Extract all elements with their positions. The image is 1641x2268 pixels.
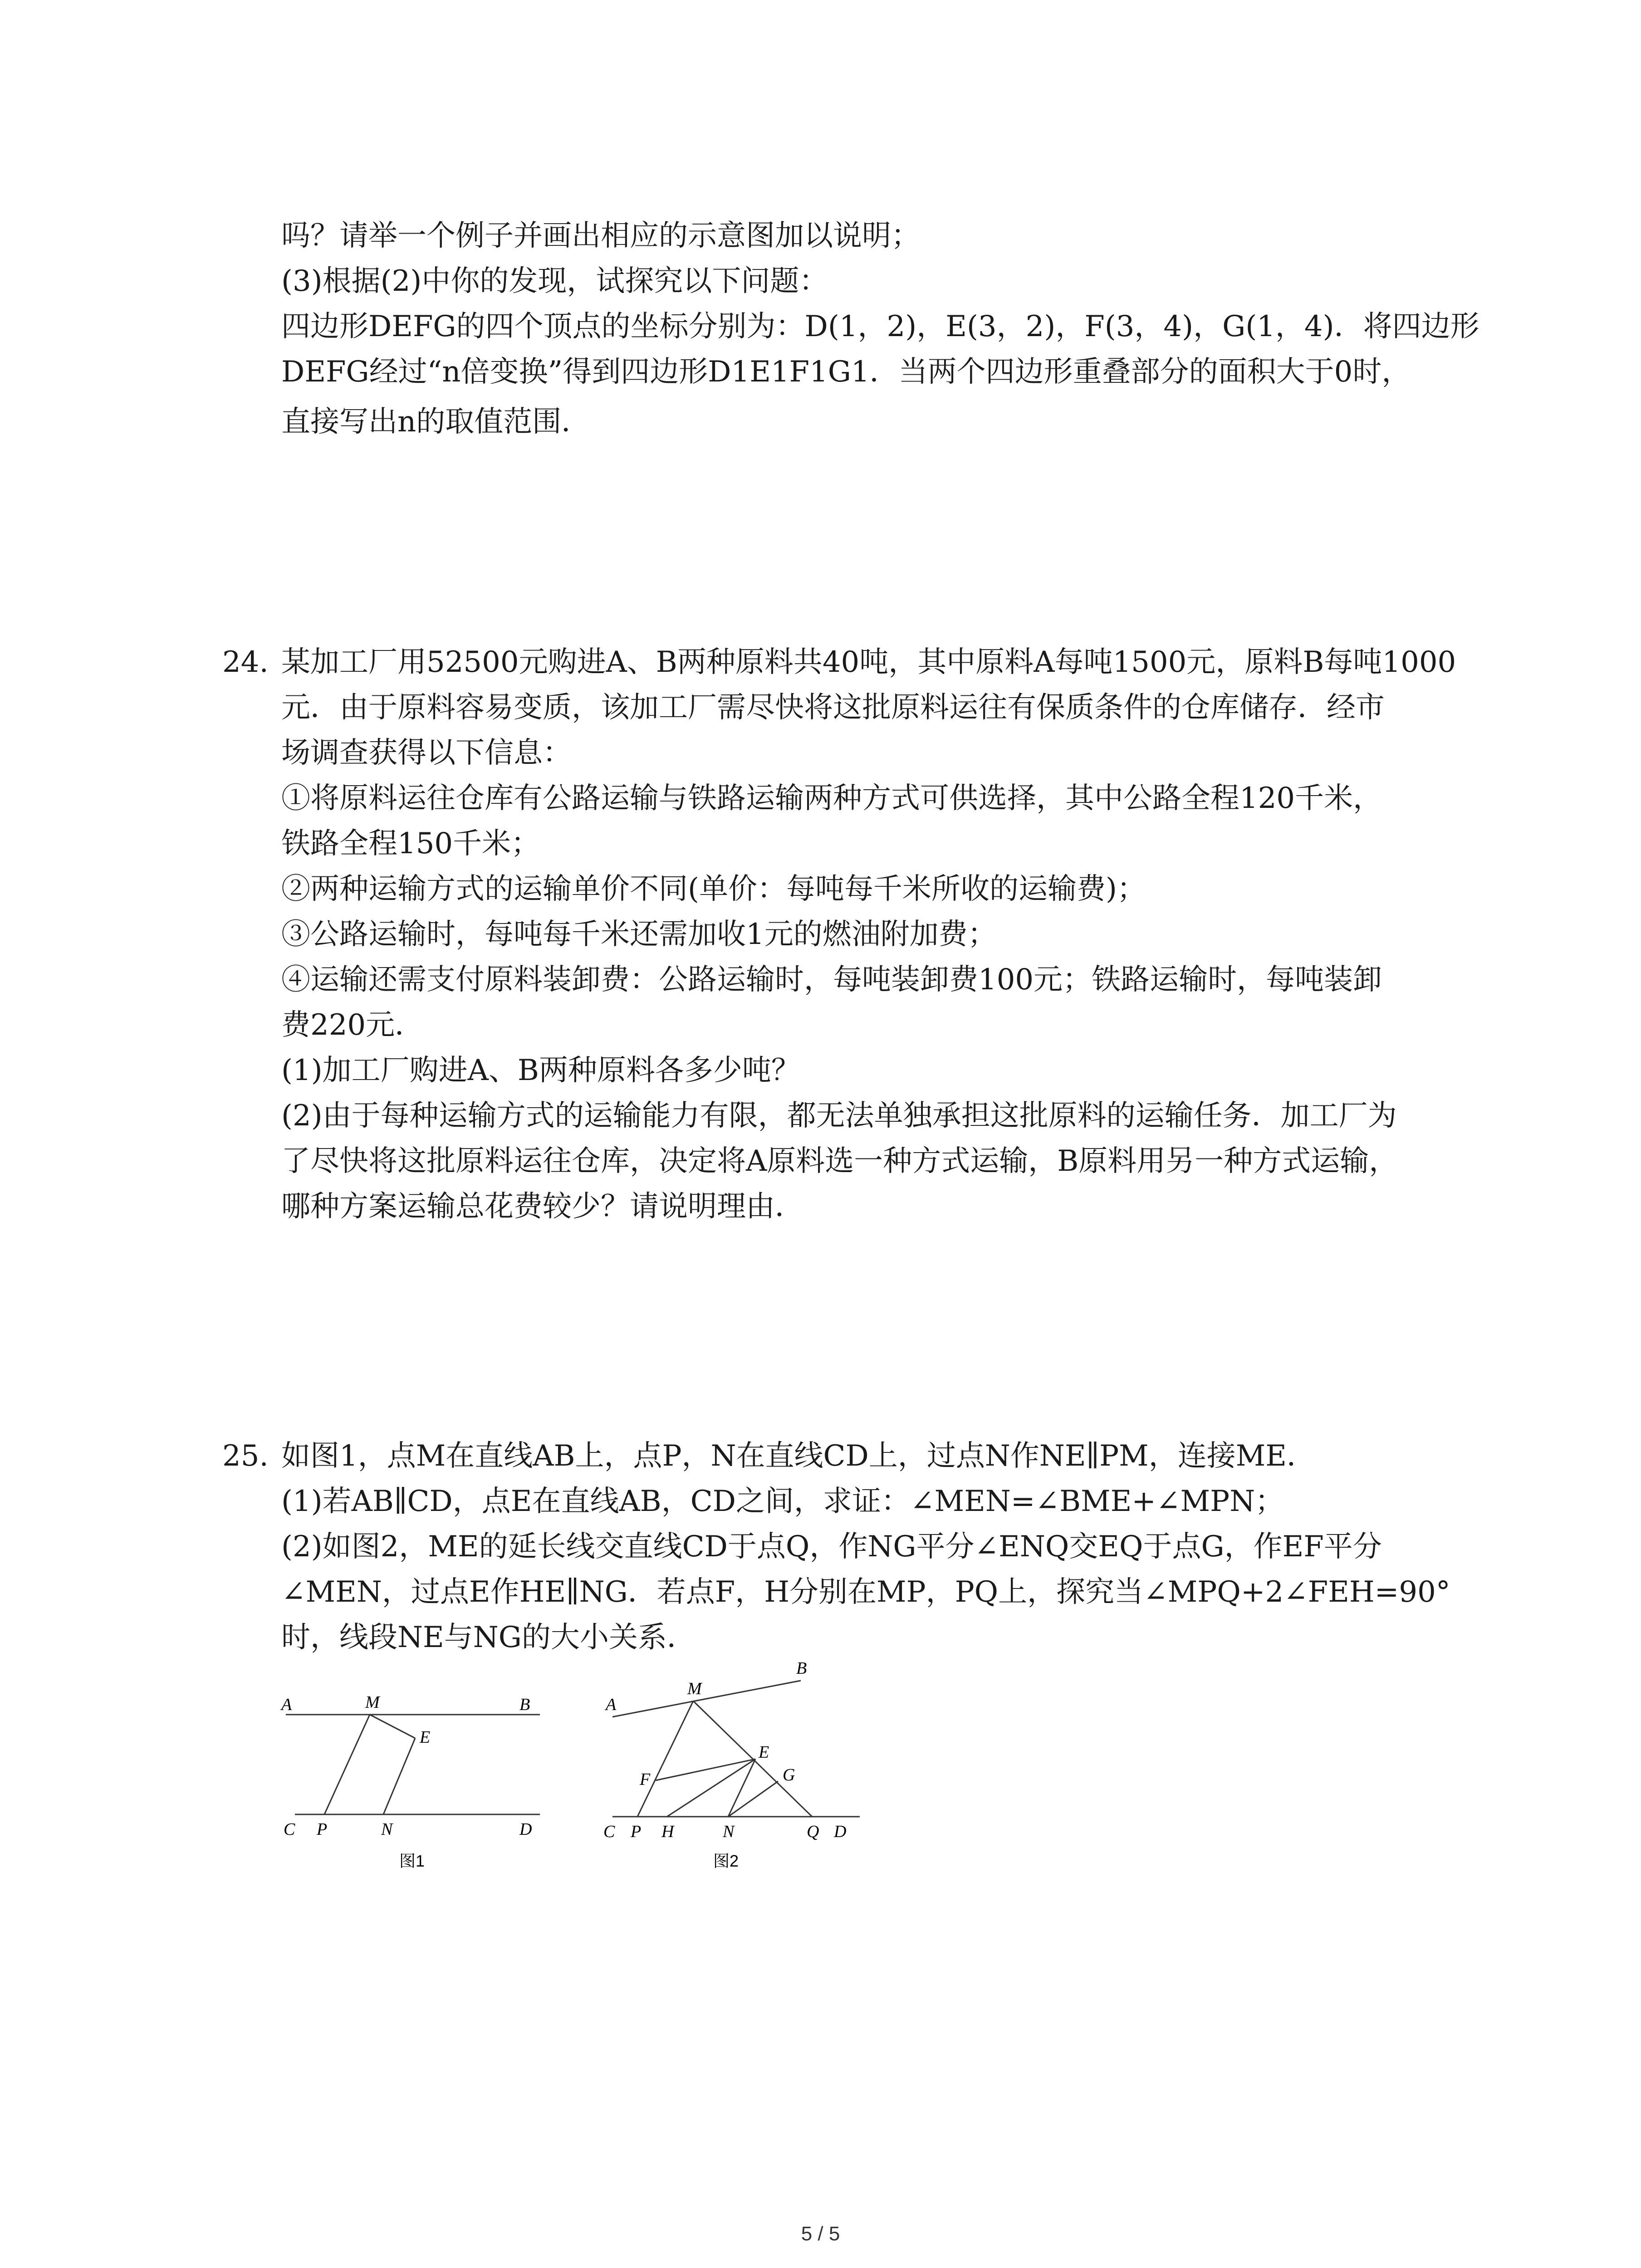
label-m: M xyxy=(365,1693,380,1712)
q25-line-3: (2)如图2，ME的延长线交直线CD于点Q，作NG平分∠ENQ交EQ于点G，作EF平分 xyxy=(281,1530,1382,1564)
q24-line-7: ③公路运输时，每吨每千米还需加收1元的燃油附加费； xyxy=(281,918,997,951)
line-ab xyxy=(612,1681,801,1717)
q24-line-11: (2)由于每种运输方式的运输能力有限，都无法单独承担这批原料的运输任务．加工厂为 xyxy=(281,1099,1397,1133)
q25-line-5: 时，线段NE与NG的大小关系． xyxy=(281,1621,696,1654)
q24-line-3: 场调查获得以下信息： xyxy=(281,736,572,770)
page-number: 5 / 5 xyxy=(801,2223,840,2245)
segment-ng xyxy=(728,1781,778,1817)
label-h: H xyxy=(661,1822,674,1841)
label-a: A xyxy=(281,1695,292,1714)
q24-line-10: (1)加工厂购进A、B两种原料各多少吨？ xyxy=(281,1054,800,1087)
label-b: B xyxy=(519,1695,530,1714)
segment-mp xyxy=(637,1701,693,1817)
label-e: E xyxy=(759,1743,769,1762)
label-b: B xyxy=(796,1659,807,1678)
q24-line-2: 元．由于原料容易变质，该加工厂需尽快将这批原料运往有保质条件的仓库储存．经市 xyxy=(281,691,1385,724)
q24-line-13: 哪种方案运输总花费较少？请说明理由． xyxy=(281,1190,804,1223)
label-q: Q xyxy=(807,1822,819,1841)
figure-1-caption: 图1 xyxy=(399,1852,425,1870)
label-f: F xyxy=(640,1770,651,1789)
label-e: E xyxy=(420,1728,431,1747)
q23-line-3: 四边形DEFG的四个顶点的坐标分别为：D(1，2)，E(3，2)，F(3，4)，G(1，4)．将四边形 xyxy=(281,310,1479,343)
q25-line-4: ∠MEN，过点E作HE∥NG．若点F，H分别在MP，PQ上，探究当∠MPQ+2∠FEH=90° xyxy=(281,1575,1450,1609)
q24-line-6: ②两种运输方式的运输单价不同(单价：每吨每千米所收的运输费)； xyxy=(281,872,1146,906)
segment-fe xyxy=(656,1759,755,1780)
label-n: N xyxy=(381,1820,393,1839)
label-a: A xyxy=(606,1695,617,1714)
segment-ne xyxy=(383,1738,415,1814)
label-d: D xyxy=(834,1822,847,1841)
label-c: C xyxy=(284,1820,295,1839)
q23-line-1: 吗？请举一个例子并画出相应的示意图加以说明； xyxy=(281,219,920,253)
q23-line-5: 直接写出n的取值范围． xyxy=(281,405,591,439)
figure-2-caption: 图2 xyxy=(713,1852,739,1870)
q25-line-2: (1)若AB∥CD，点E在直线AB，CD之间，求证：∠MEN=∠BME+∠MPN； xyxy=(281,1485,1284,1518)
q24-line-4: ①将原料运往仓库有公路运输与铁路运输两种方式可供选择，其中公路全程120千米， xyxy=(281,782,1382,815)
label-p: P xyxy=(631,1822,642,1841)
label-c: C xyxy=(603,1822,615,1841)
figure-1 xyxy=(272,1687,554,1878)
label-g: G xyxy=(783,1765,795,1784)
label-m: M xyxy=(687,1679,702,1698)
segment-mp xyxy=(324,1715,370,1814)
q25-line-1: 如图1，点M在直线AB上，点P，N在直线CD上，过点N作NE∥PM，连接ME． xyxy=(281,1439,1316,1473)
segment-me xyxy=(370,1715,415,1738)
q25-number: 25. xyxy=(222,1439,269,1473)
q24-line-1: 某加工厂用52500元购进A、B两种原料共40吨，其中原料A每吨1500元，原料B每吨1000 xyxy=(281,645,1456,679)
q24-line-9: 费220元． xyxy=(281,1008,424,1042)
q24-line-8: ④运输还需支付原料装卸费：公路运输时，每吨装卸费100元；铁路运输时，每吨装卸 xyxy=(281,963,1382,997)
q24-number: 24. xyxy=(222,645,269,679)
q23-line-4: DEFG经过“n倍变换”得到四边形D1E1F1G1．当两个四边形重叠部分的面积大于0时， xyxy=(281,355,1411,389)
label-p: P xyxy=(317,1820,328,1839)
q23-line-2: (3)根据(2)中你的发现，试探究以下问题： xyxy=(281,264,828,298)
figure-2 xyxy=(594,1656,876,1878)
label-d: D xyxy=(519,1820,532,1839)
label-n: N xyxy=(723,1822,735,1841)
q24-line-12: 了尽快将这批原料运往仓库，决定将A原料选一种方式运输，B原料用另一种方式运输， xyxy=(281,1144,1398,1178)
q24-line-5: 铁路全程150千米； xyxy=(281,827,540,860)
